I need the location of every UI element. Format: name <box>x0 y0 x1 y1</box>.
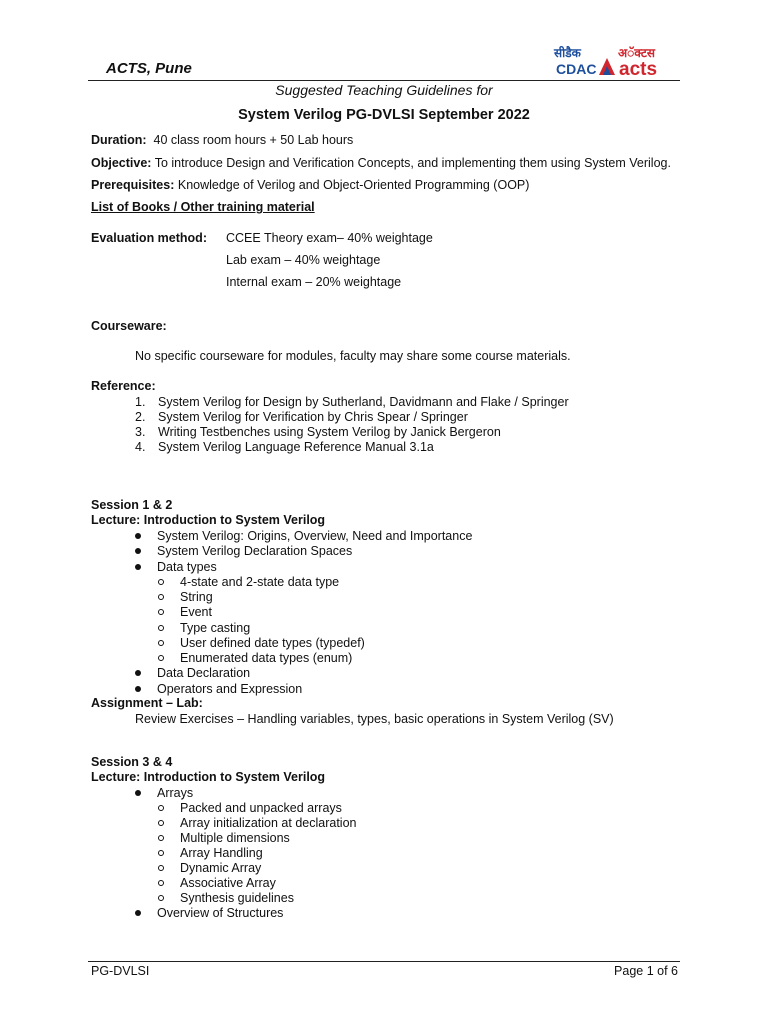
sub-bullet-item: String <box>158 590 164 604</box>
sub-bullet-item: Type casting <box>158 621 164 635</box>
circle-bullet-icon <box>158 625 164 631</box>
bullet-icon <box>135 790 141 796</box>
bullet-item: Data Declaration <box>135 666 141 680</box>
circle-bullet-icon <box>158 609 164 615</box>
assignment-text: Review Exercises – Handling variables, types, basic operations in System Verilog (SV) <box>135 712 614 726</box>
session-1-title: Session 1 & 2 <box>91 498 173 512</box>
sub-bullet-item: Synthesis guidelines <box>158 891 164 905</box>
svg-text:acts: acts <box>619 59 658 78</box>
bullet-item: System Verilog: Origins, Overview, Need and Importance <box>135 529 141 543</box>
circle-bullet-icon <box>158 865 164 871</box>
evaluation-item: Internal exam – 20% weightage <box>226 275 402 289</box>
objective-value: To introduce Design and Verification Concepts, and implementing them using System Verilog. <box>154 156 671 170</box>
session-3-lecture: Lecture: Introduction to System Verilog <box>91 770 326 784</box>
bullet-item: Overview of Structures <box>135 906 141 920</box>
bullet-icon <box>135 686 141 692</box>
svg-text:सीडैक: सीडैक <box>554 46 581 60</box>
circle-bullet-icon <box>158 820 164 826</box>
circle-bullet-icon <box>158 805 164 811</box>
circle-bullet-icon <box>158 850 164 856</box>
prerequisites-label: Prerequisites: <box>91 178 175 192</box>
sub-bullet-item: Array initialization at declaration <box>158 816 164 830</box>
bullet-item: Arrays <box>135 786 141 800</box>
duration-value: 40 class room hours + 50 Lab hours <box>153 133 354 147</box>
books-heading: List of Books / Other training material <box>91 200 315 214</box>
bullet-item: System Verilog Declaration Spaces <box>135 544 141 558</box>
duration-label: Duration: <box>91 133 147 147</box>
courseware-text: No specific courseware for modules, faculty may share some course materials. <box>135 349 571 363</box>
circle-bullet-icon <box>158 579 164 585</box>
sub-bullet-item: User defined date types (typedef) <box>158 636 164 650</box>
page-number: Page 1 of 6 <box>614 964 678 978</box>
footer-rule <box>88 961 680 962</box>
session-3-title: Session 3 & 4 <box>91 755 173 769</box>
doc-title: System Verilog PG-DVLSI September 2022 <box>238 107 530 123</box>
evaluation-item: CCEE Theory exam– 40% weightage <box>226 231 433 245</box>
reference-item: 3. Writing Testbenches using System Verilog by Janick Bergeron <box>135 425 501 439</box>
bullet-icon <box>135 670 141 676</box>
svg-text:अॅक्टस: अॅक्टस <box>618 46 655 60</box>
sub-bullet-item: Multiple dimensions <box>158 831 164 845</box>
sub-bullet-item: Array Handling <box>158 846 164 860</box>
duration-line <box>91 133 353 147</box>
circle-bullet-icon <box>158 895 164 901</box>
header-rule <box>88 80 680 81</box>
sub-bullet-item: Event <box>158 605 164 619</box>
sub-bullet-item: Associative Array <box>158 876 164 890</box>
cdac-acts-logo <box>552 44 676 78</box>
svg-text:CDAC: CDAC <box>556 61 597 77</box>
circle-bullet-icon <box>158 594 164 600</box>
prerequisites-line <box>91 178 529 192</box>
reference-item: 2. System Verilog for Verification by Chris Spear / Springer <box>135 410 468 424</box>
sub-bullet-item: Dynamic Array <box>158 861 164 875</box>
prerequisites-value: Knowledge of Verilog and Object-Oriented Programming (OOP) <box>177 178 530 192</box>
sub-bullet-item: 4-state and 2-state data type <box>158 575 164 589</box>
circle-bullet-icon <box>158 655 164 661</box>
evaluation-label: Evaluation method: <box>91 231 207 245</box>
evaluation-item: Lab exam – 40% weightage <box>226 253 381 267</box>
circle-bullet-icon <box>158 640 164 646</box>
footer-course: PG-DVLSI <box>91 964 150 978</box>
objective-label: Objective: <box>91 156 152 170</box>
doc-subtitle: Suggested Teaching Guidelines for <box>275 82 493 98</box>
bullet-item: Operators and Expression <box>135 682 141 696</box>
assignment-label: Assignment – Lab: <box>91 696 203 710</box>
bullet-item: Data types <box>135 560 141 574</box>
sub-bullet-item: Enumerated data types (enum) <box>158 651 164 665</box>
bullet-icon <box>135 533 141 539</box>
bullet-icon <box>135 548 141 554</box>
reference-item: 4. System Verilog Language Reference Manual 3.1a <box>135 440 434 454</box>
courseware-label: Courseware: <box>91 319 167 333</box>
reference-label: Reference: <box>91 379 156 393</box>
session-1-lecture: Lecture: Introduction to System Verilog <box>91 513 326 527</box>
header-org: ACTS, Pune <box>106 60 192 77</box>
sub-bullet-item: Packed and unpacked arrays <box>158 801 164 815</box>
circle-bullet-icon <box>158 880 164 886</box>
circle-bullet-icon <box>158 835 164 841</box>
reference-item: 1. System Verilog for Design by Sutherland, Davidmann and Flake / Springer <box>135 395 569 409</box>
bullet-icon <box>135 564 141 570</box>
bullet-icon <box>135 910 141 916</box>
objective-line <box>91 156 671 170</box>
